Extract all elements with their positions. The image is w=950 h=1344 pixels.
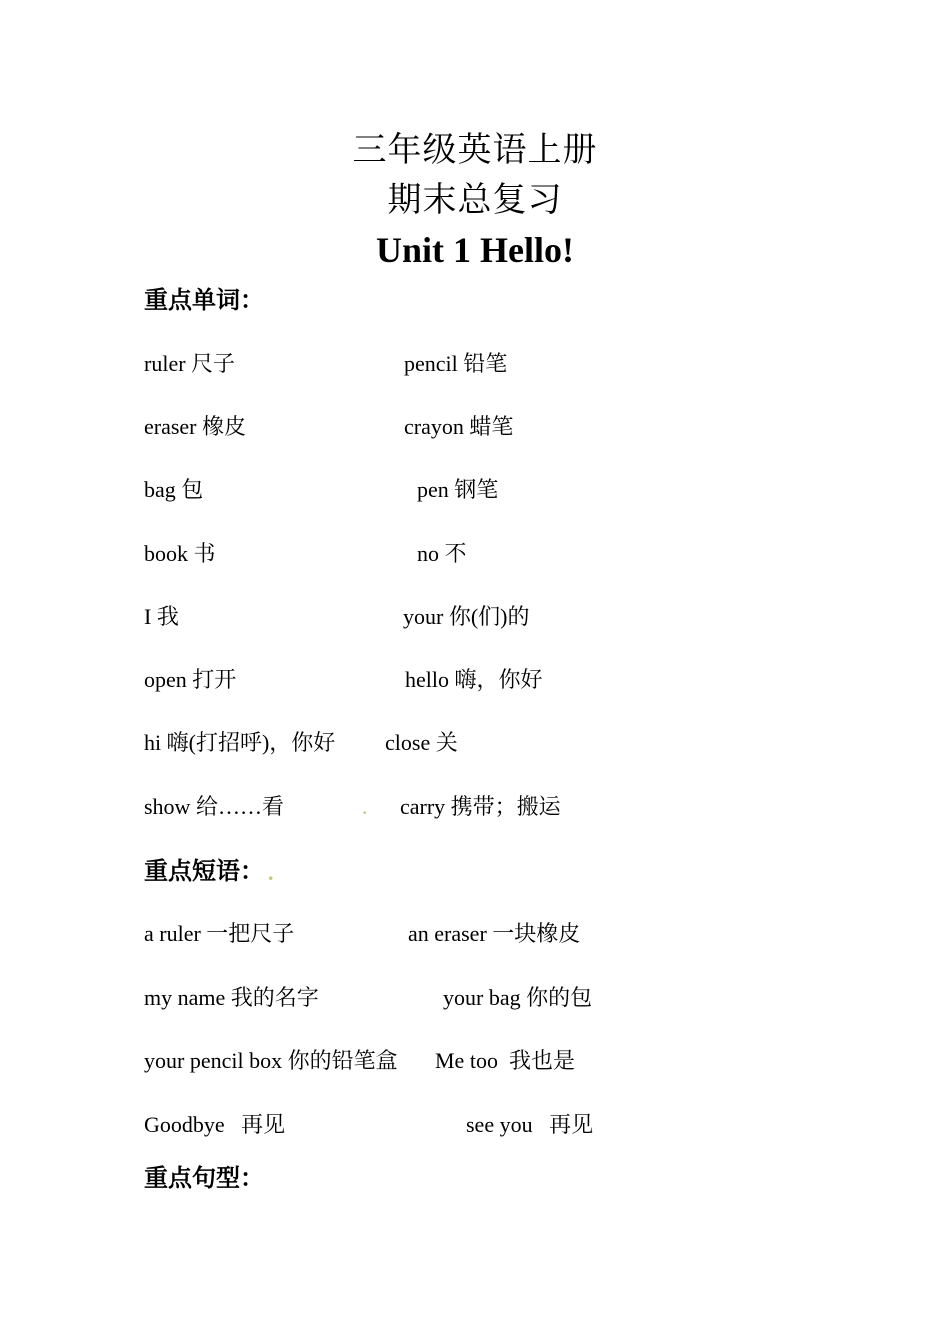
word-item: no 不 (417, 541, 467, 566)
word-item: close 关 (385, 730, 458, 755)
phrase-item: a ruler 一把尺子 (144, 921, 295, 946)
word-item: carry 携带；搬运 (400, 794, 561, 819)
phrase-item: Me too 我也是 (435, 1048, 575, 1073)
phrase-item: an eraser 一块橡皮 (408, 921, 581, 946)
word-item: pen 钢笔 (417, 477, 499, 502)
word-item: bag 包 (144, 477, 204, 502)
unit-title: Unit 1 Hello! (376, 230, 574, 270)
key-sentences-heading: 重点句型： (144, 1166, 264, 1192)
phrase-item: see you 再见 (466, 1112, 594, 1137)
stray-dot: . (362, 794, 368, 819)
document-subtitle: 期末总复习 (387, 182, 563, 219)
word-item: ruler 尺子 (144, 351, 236, 376)
phrase-item: Goodbye 再见 (144, 1112, 286, 1137)
word-item: hi 嗨(打招呼)，你好 (144, 730, 336, 755)
word-item: book 书 (144, 541, 216, 566)
word-item: hello 嗨，你好 (405, 667, 543, 692)
word-item: show 给……看 (144, 794, 284, 819)
key-words-heading: 重点单词： (144, 288, 264, 314)
stray-dot: . (268, 860, 274, 885)
phrase-item: your pencil box 你的铅笔盒 (144, 1048, 398, 1073)
phrase-item: your bag 你的包 (443, 985, 593, 1010)
word-item: eraser 橡皮 (144, 414, 247, 439)
key-phrases-heading: 重点短语： (144, 859, 264, 885)
word-item: pencil 铅笔 (404, 351, 508, 376)
word-item: open 打开 (144, 667, 237, 692)
word-item: crayon 蜡笔 (404, 414, 514, 439)
document-title: 三年级英语上册 (352, 132, 598, 169)
phrase-item: my name 我的名字 (144, 985, 319, 1010)
word-item: I 我 (144, 604, 179, 629)
word-item: your 你(们)的 (403, 604, 530, 629)
